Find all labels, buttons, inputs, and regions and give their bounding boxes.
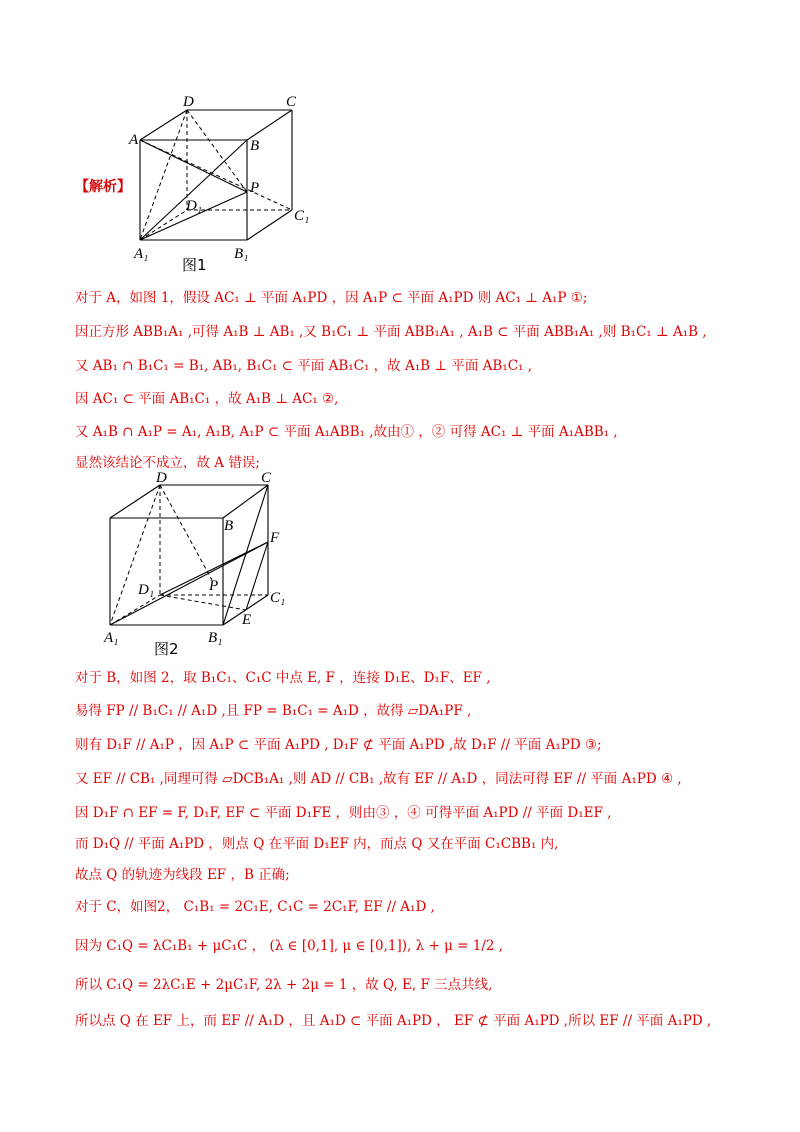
solution-line-11: 因 D₁F ∩ EF = F, D₁F, EF ⊂ 平面 D₁FE ，则由③ ，④ 可得平面 A₁PD // 平面 D₁EF , [75, 805, 612, 821]
cube-diagram-1 [120, 92, 320, 282]
solution-line-17: 所以点 Q 在 EF 上，而 EF // A₁D ，且 A₁D ⊂ 平面 A₁PD ， EF ⊄ 平面 A₁PD ,所以 EF // 平面 A₁PD , [75, 1013, 712, 1029]
label-C: C [286, 94, 297, 110]
solution-line-9: 则有 D₁F // A₁P ，因 A₁P ⊂ 平面 A₁PD , D₁F ⊄ 平面 A₁PD ,故 D₁F // 平面 A₁PD ③; [75, 737, 602, 753]
solution-line-13: 故点 Q 的轨迹为线段 EF ，B 正确; [75, 867, 290, 883]
analysis-tag: 【解析】 [75, 179, 131, 195]
figure-1-caption: 图1 [182, 256, 207, 274]
solution-line-8: 易得 FP // B₁C₁ // A₁D ,且 FP = B₁C₁ = A₁D ，故得 ▱DA₁PF , [75, 703, 472, 719]
label-E: E [242, 612, 252, 628]
label-D: D [156, 470, 167, 486]
cube-diagram-2 [100, 470, 300, 660]
figure-2 [100, 470, 300, 660]
label-D1: D₁ [186, 198, 203, 214]
label-B: B [224, 518, 234, 534]
label-D: D [183, 94, 194, 110]
solution-line-6: 显然该结论不成立，故 A 错误; [75, 455, 260, 471]
figure-2-caption: 图2 [154, 640, 179, 658]
solution-line-12: 而 D₁Q // 平面 A₁PD ，则点 Q 在平面 D₁EF 内，而点 Q 又在平面 C₁CBB₁ 内, [75, 836, 559, 852]
label-A1: A₁ [134, 246, 149, 262]
solution-line-1: 对于 A，如图 1，假设 AC₁ ⊥ 平面 A₁PD ，因 A₁P ⊂ 平面 A₁PD 则 AC₁ ⊥ A₁P ①; [75, 290, 588, 306]
label-B1: B₁ [234, 246, 249, 262]
label-F: F [270, 530, 280, 546]
solution-line-4: 因 AC₁ ⊂ 平面 AB₁C₁ ，故 A₁B ⊥ AC₁ ②, [75, 391, 339, 407]
label-C: C [261, 470, 272, 486]
label-D1: D₁ [138, 582, 155, 598]
label-P: P [209, 578, 219, 594]
solution-line-14: 对于 C，如图2， C₁B₁ = 2C₁E, C₁C = 2C₁F, EF // A₁D , [75, 899, 435, 915]
solution-line-10: 又 EF // CB₁ ,同理可得 ▱DCB₁A₁ ,则 AD // CB₁ ,故有 EF // A₁D ，同法可得 EF // 平面 A₁PD ④ , [75, 771, 682, 787]
solution-line-3: 又 AB₁ ∩ B₁C₁ = B₁, AB₁, B₁C₁ ⊂ 平面 AB₁C₁ ，故 A₁B ⊥ 平面 AB₁C₁ , [75, 358, 533, 374]
label-C1: C₁ [270, 590, 286, 606]
solution-line-5: 又 A₁B ∩ A₁P = A₁, A₁B, A₁P ⊂ 平面 A₁ABB₁ ,故由① ，② 可得 AC₁ ⊥ 平面 A₁ABB₁ , [75, 424, 618, 440]
solution-line-7: 对于 B，如图 2，取 B₁C₁、C₁C 中点 E, F ，连接 D₁E、D₁F、EF , [75, 670, 491, 686]
solution-line-16: 所以 C₁Q = 2λC₁E + 2μC₁F, 2λ + 2μ = 1 ，故 Q, E, F 三点共线, [75, 977, 493, 993]
label-B: B [250, 138, 260, 154]
figure-1 [120, 92, 320, 282]
label-A1: A₁ [104, 630, 119, 646]
label-P: P [250, 180, 260, 196]
solution-line-2: 因正方形 ABB₁A₁ ,可得 A₁B ⊥ AB₁ ,又 B₁C₁ ⊥ 平面 ABB₁A₁ , A₁B ⊂ 平面 ABB₁A₁ ,则 B₁C₁ ⊥ A₁B , [75, 324, 707, 340]
label-C1: C₁ [294, 208, 310, 224]
label-A: A [129, 132, 139, 148]
label-B1: B₁ [208, 630, 223, 646]
solution-line-15: 因为 C₁Q = λC₁B₁ + μC₁C ， (λ ∈ [0,1], μ ∈ [0,1]), λ + μ = 1/2 , [75, 938, 504, 954]
